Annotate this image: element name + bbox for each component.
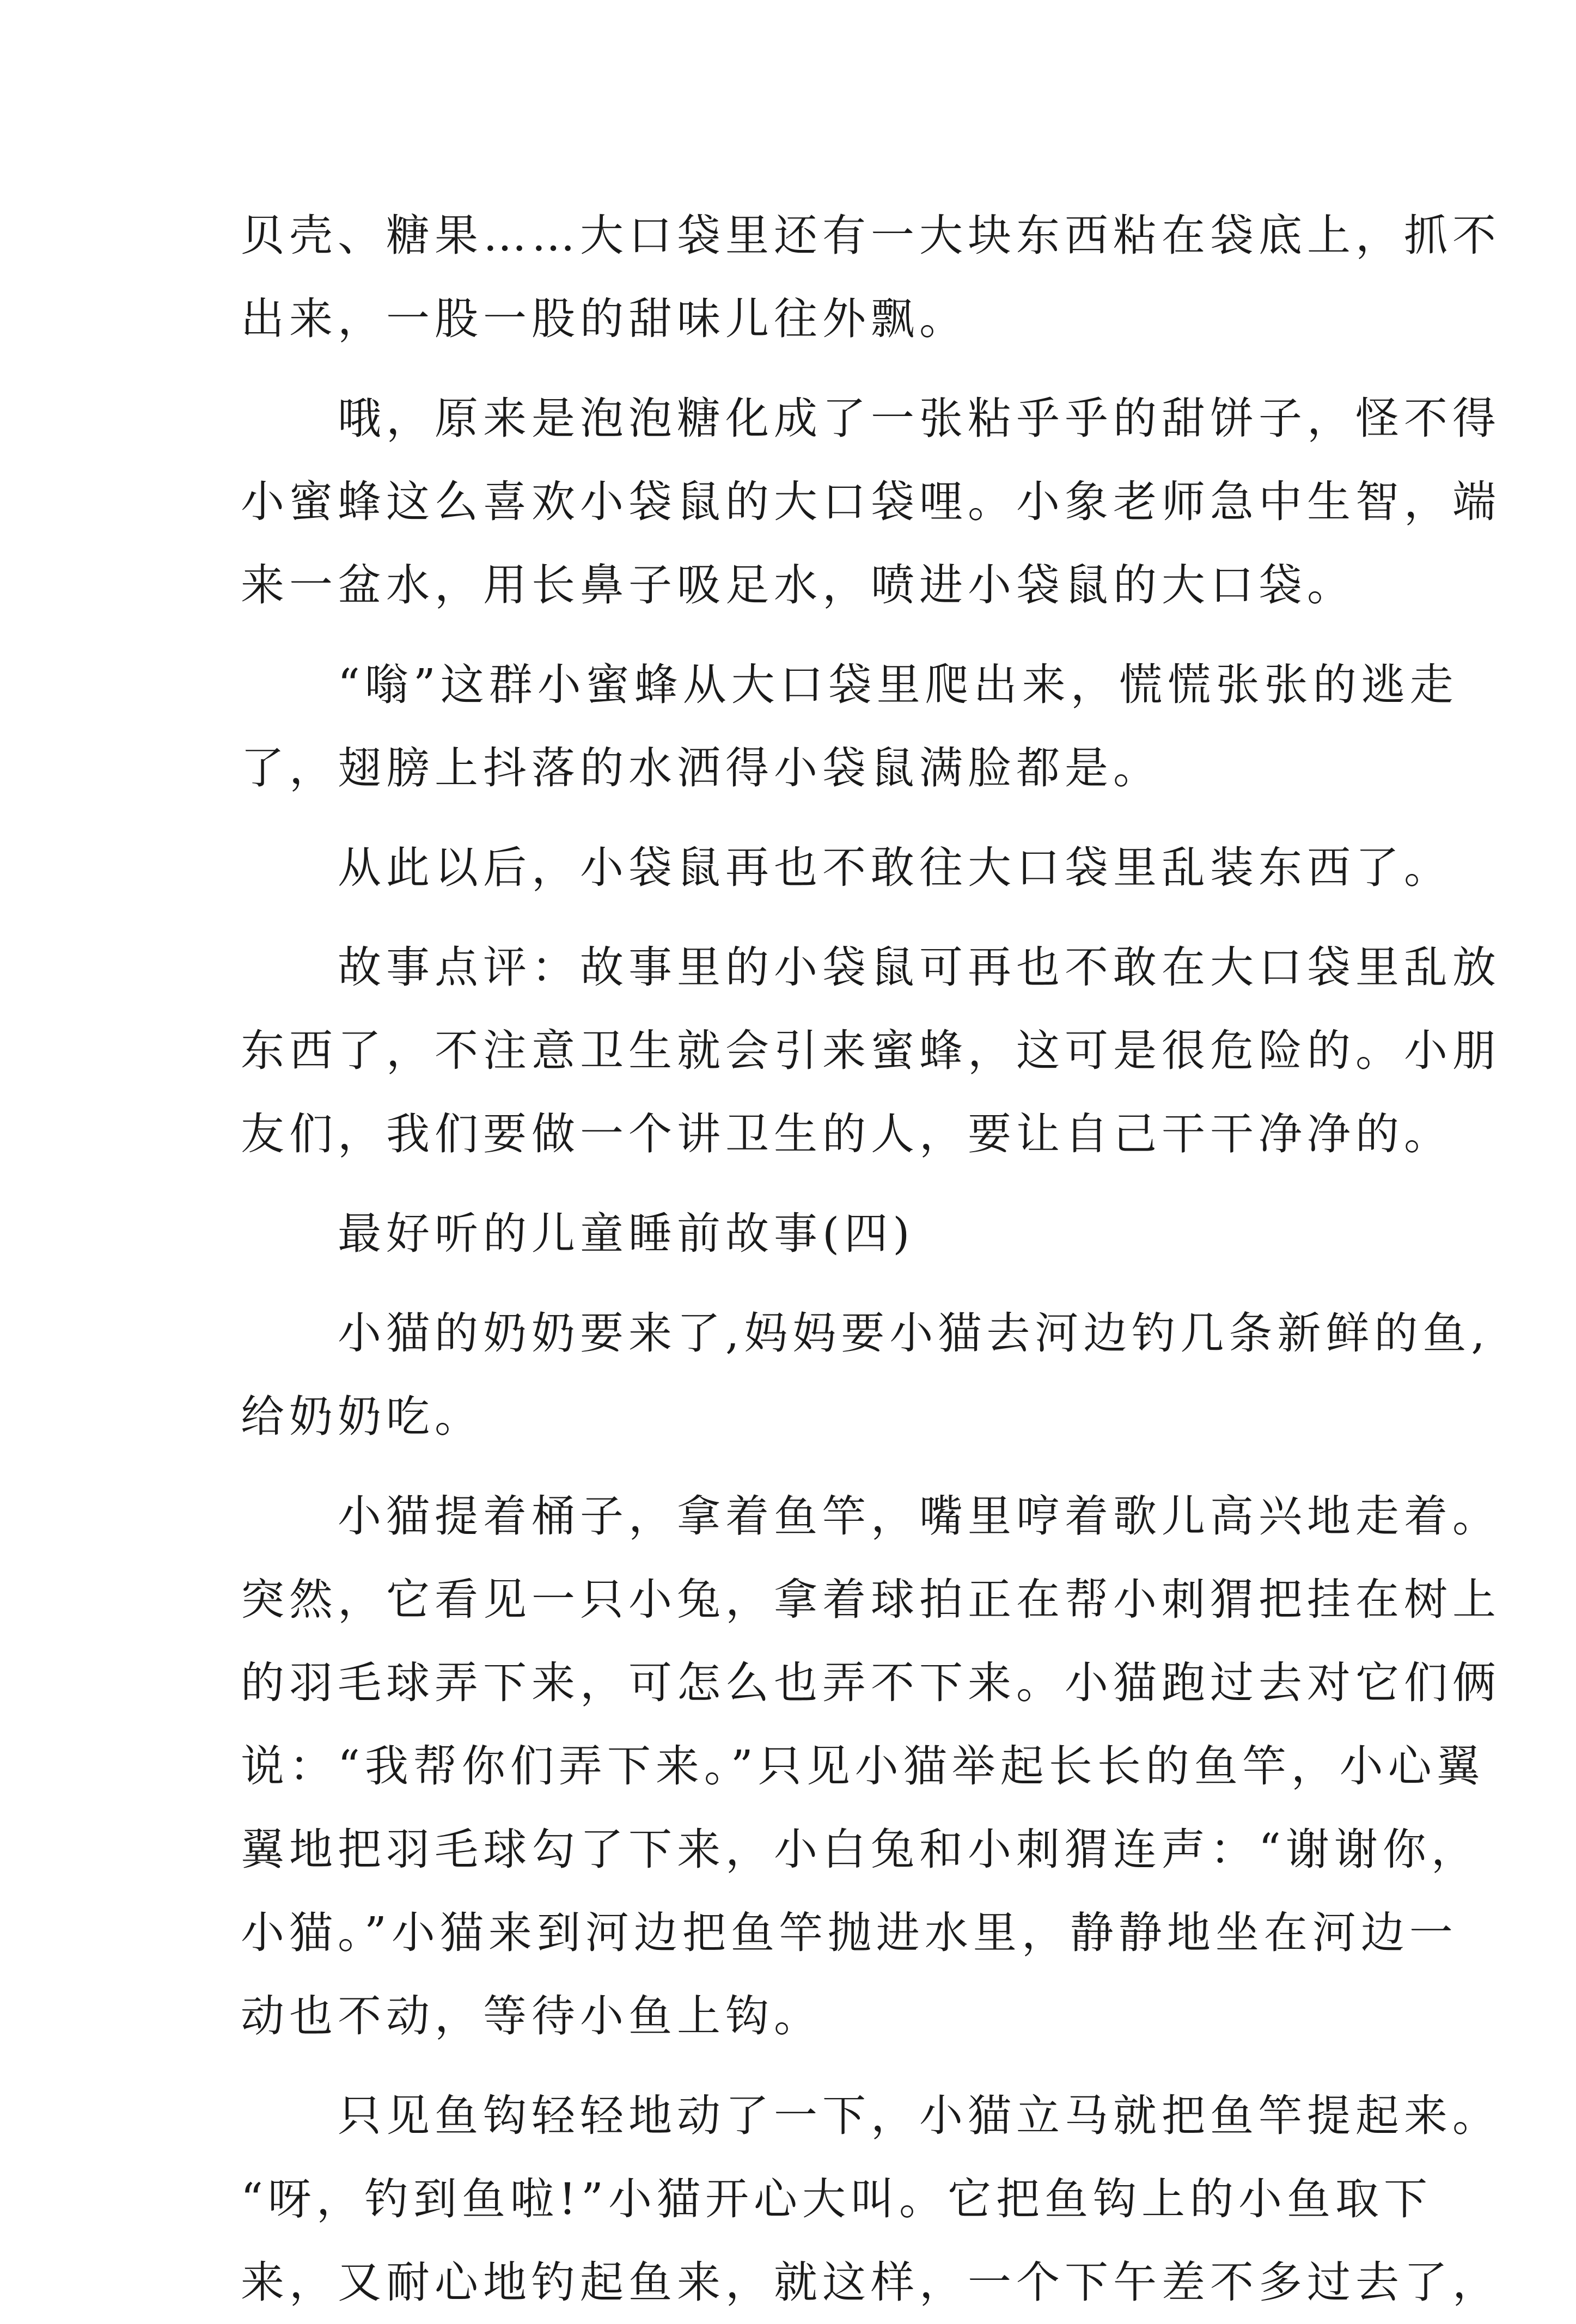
text-line: 小蜜蜂这么喜欢小袋鼠的大口袋哩。小象老师急中生智，端 bbox=[241, 476, 1501, 527]
text-line: 了，翅膀上抖落的水洒得小袋鼠满脸都是。 bbox=[241, 743, 1162, 793]
text-line: 来，又耐心地钓起鱼来，就这样，一个下午差不多过去了， bbox=[241, 2257, 1501, 2308]
text-line: 动也不动，等待小鱼上钩。 bbox=[241, 1991, 822, 2041]
text-line: 出来，一股一股的甜味儿往外飘。 bbox=[241, 293, 968, 344]
text-line: “呀，钓到鱼啦!”小猫开心大叫。它把鱼钩上的小鱼取下 bbox=[241, 2174, 1432, 2224]
text-line: 故事点评：故事里的小袋鼠可再也不敢在大口袋里乱放 bbox=[241, 942, 1501, 993]
text-line: 小猫。”小猫来到河边把鱼竿抛进水里，静静地坐在河边一 bbox=[241, 1907, 1458, 1958]
text-line: 友们，我们要做一个讲卫生的人，要让自己干干净净的。 bbox=[241, 1109, 1452, 1159]
text-line: 来一盆水，用长鼻子吸足水，喷进小袋鼠的大口袋。 bbox=[241, 560, 1355, 610]
text-line: 给奶奶吃。 bbox=[241, 1391, 483, 1442]
text-line: “嗡”这群小蜜蜂从大口袋里爬出来，慌慌张张的逃走 bbox=[241, 659, 1458, 710]
text-line: 只见鱼钩轻轻地动了一下，小猫立马就把鱼竿提起来。 bbox=[241, 2090, 1501, 2141]
text-line: 的羽毛球弄下来，可怎么也弄不下来。小猫跑过去对它们俩 bbox=[241, 1658, 1501, 1708]
text-line: 东西了，不注意卫生就会引来蜜蜂，这可是很危险的。小朋 bbox=[241, 1025, 1501, 1076]
text-line: 最好听的儿童睡前故事(四) bbox=[241, 1208, 915, 1259]
text-line: 突然，它看见一只小兔，拿着球拍正在帮小刺猬把挂在树上 bbox=[241, 1574, 1501, 1625]
text-line: 贝壳、糖果……大口袋里还有一大块东西粘在袋底上，抓不 bbox=[241, 210, 1501, 261]
text-line: 从此以后，小袋鼠再也不敢往大口袋里乱装东西了。 bbox=[241, 842, 1452, 893]
text-line: 翼地把羽毛球勾了下来，小白兔和小刺猬连声：“谢谢你， bbox=[241, 1824, 1480, 1875]
text-line: 说：“我帮你们弄下来。”只见小猫举起长长的鱼竿，小心翼 bbox=[241, 1741, 1485, 1791]
text-line: 小猫的奶奶要来了,妈妈要小猫去河边钓几条新鲜的鱼, bbox=[241, 1308, 1490, 1359]
text-line: 哦，原来是泡泡糖化成了一张粘乎乎的甜饼子，怪不得 bbox=[241, 393, 1501, 444]
story-text bbox=[241, 194, 1501, 2324]
text-line: 小猫提着桶子，拿着鱼竿，嘴里哼着歌儿高兴地走着。 bbox=[241, 1491, 1501, 1542]
